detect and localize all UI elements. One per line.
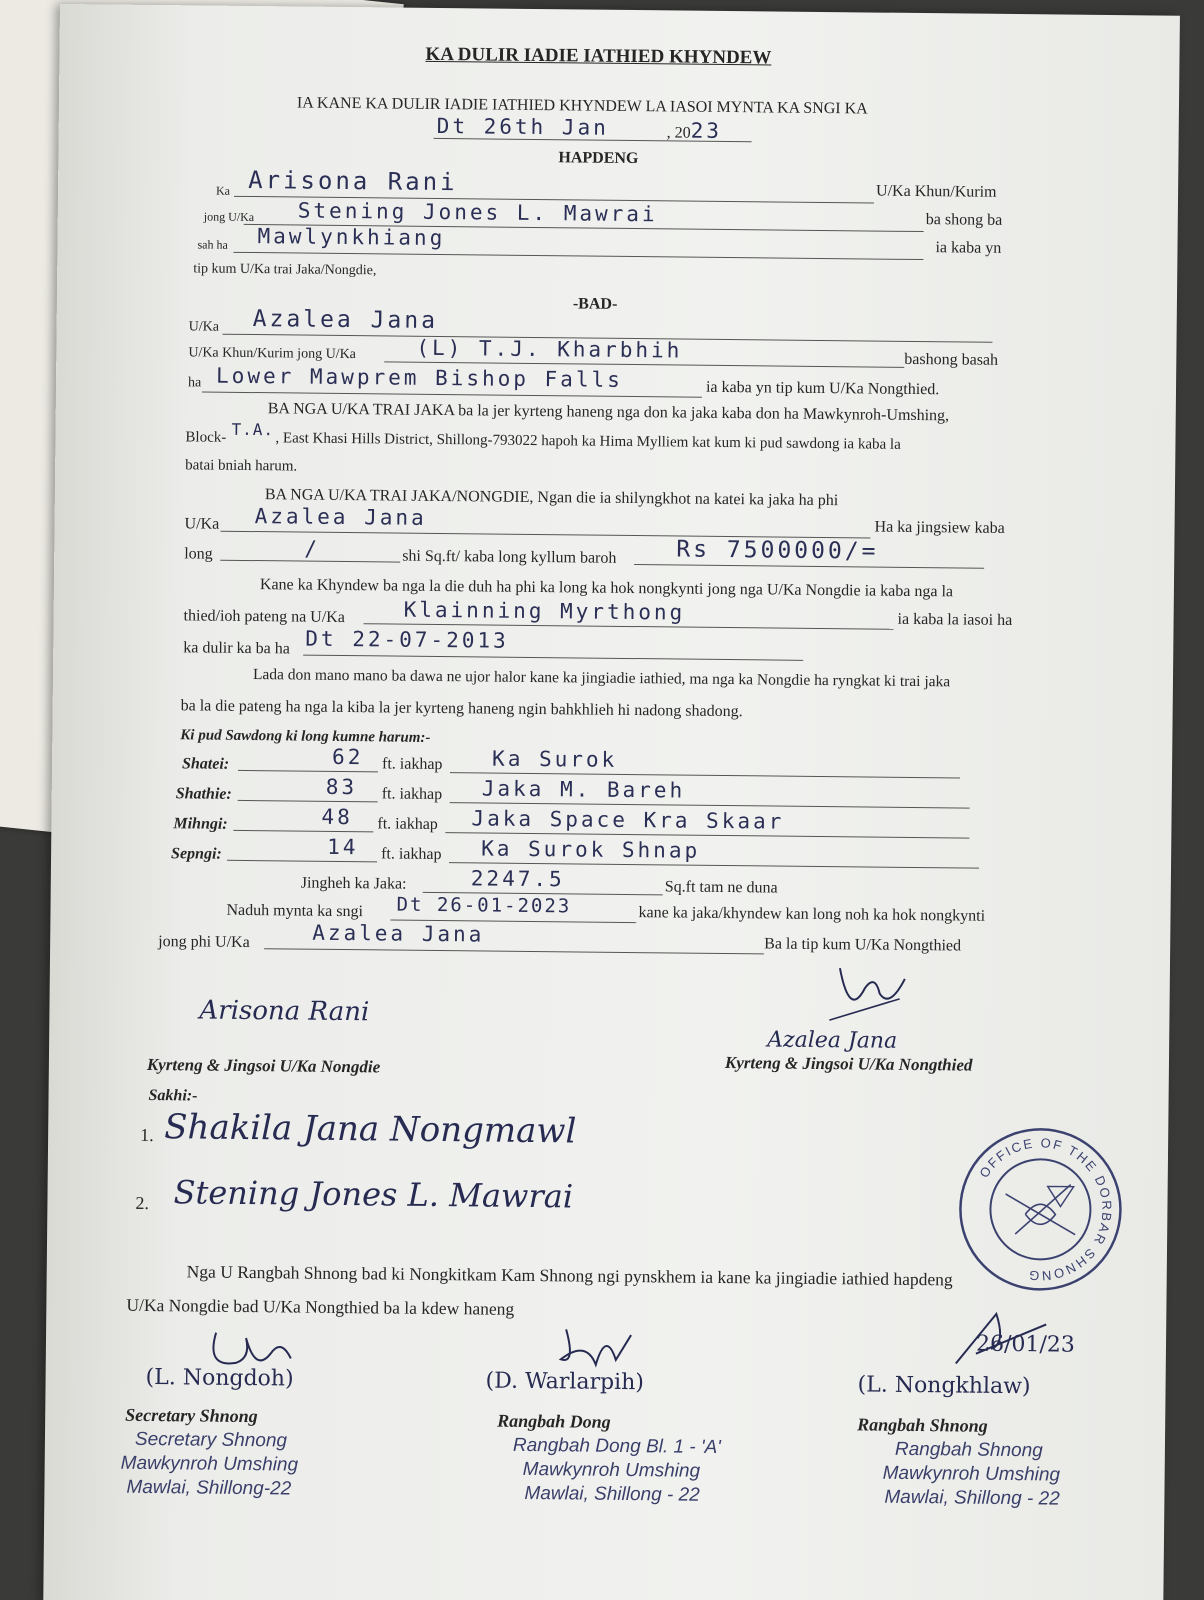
rangbah-line1: Nga U Rangbah Shnong bad ki Nongkitkam Kam Shnong ngi pynskhem ia kane ka jingiadie iathied hapdeng xyxy=(186,1261,953,1290)
boundary-ft: 83 xyxy=(325,774,358,800)
secretary-stamp-line3: Mawlai, Shillong-22 xyxy=(126,1476,292,1500)
naduh-date: Dt 26-01-2023 xyxy=(396,893,572,918)
kyrteng-nongdie: Kyrteng & Jingsoi U/Ka Nongdie xyxy=(146,1054,381,1077)
rangbah-dong-stamp-line2: Mawkynroh Umshing xyxy=(522,1458,701,1482)
para3-thied-suffix: ia kaba la iasoi ha xyxy=(897,610,1013,630)
buyer-place: Lower Mawprem Bishop Falls xyxy=(215,363,623,392)
boundary-adjoin: Ka Surok xyxy=(491,746,618,772)
place-line xyxy=(233,252,923,260)
secretary-name: (L. Nongdoh) xyxy=(145,1364,294,1392)
boundary-ft: 14 xyxy=(327,834,359,860)
buyer-father-prefix: U/Ka Khun/Kurim jong U/Ka xyxy=(188,345,357,363)
boundary-label: Sepngi: xyxy=(171,845,222,863)
rangbah-shnong-name: (L. Nongkhlaw) xyxy=(857,1372,1031,1400)
boundary-ft-line xyxy=(233,830,373,832)
boundary-iakhap: ft. iakhap xyxy=(381,845,442,864)
form-sheet xyxy=(43,4,1180,1600)
svg-text:OFFICE OF THE DORBAR SHNONG xyxy=(975,1134,1115,1284)
rangbah-dong-name: (D. Warlarpih) xyxy=(485,1368,645,1396)
boundary-iakhap: ft. iakhap xyxy=(377,815,438,834)
buyer-place-suffix: ia kaba yn tip kum U/Ka Nongthied. xyxy=(705,378,940,399)
boundary-ft-line xyxy=(227,860,377,863)
sakhi-heading: Sakhi:- xyxy=(148,1086,198,1105)
witness-2-number: 2. xyxy=(135,1192,150,1213)
date-value: Dt 26th Jan xyxy=(436,113,609,140)
secretary-title: Secretary Shnong xyxy=(125,1404,258,1427)
boundary-adjoin: Jaka Space Kra Skaar xyxy=(471,806,785,834)
witness-1-signature: Shakila Jana Nongmawl xyxy=(164,1107,577,1152)
para1-line2: , East Khasi Hills District, Shillong-793022 hapoh ka Hima Mylliem kat kum ki pud sawdong ia kaba la xyxy=(275,430,901,453)
year-prefix: , 20 xyxy=(666,124,691,142)
boundary-adjoin: Ka Surok Shnap xyxy=(481,836,701,863)
secretary-stamp-line1: Secretary Shnong xyxy=(134,1428,288,1452)
dulir-date: Dt 22-07-2013 xyxy=(305,626,509,653)
rangbah-shnong-stamp-line1: Rangbah Shnong xyxy=(894,1438,1043,1462)
para3-line1: Kane ka Khyndew ba nga la die duh ha phi ka long ka hok nongkynti jong nga U/Ka Nongdie ia kaba nga la xyxy=(259,576,954,601)
rangbah-shnong-stamp-line2: Mawkynroh Umshing xyxy=(882,1462,1061,1486)
jong-phi-name: Azalea Jana xyxy=(312,920,485,947)
father-prefix: jong U/Ka xyxy=(203,209,255,225)
para2-name: Azalea Jana xyxy=(254,504,427,530)
boundary-ft-line xyxy=(238,770,378,772)
boundary-iakhap: ft. iakhap xyxy=(381,755,443,774)
rate-value: / xyxy=(304,536,321,561)
para1-line1: BA NGA U/KA TRAI JAKA ba la jer kyrteng haneng nga don ka jaka kaba don ha Mawkynroh-Umshing, xyxy=(267,400,950,425)
buyer-initial-scribble xyxy=(819,958,910,1029)
para2-uka: U/Ka xyxy=(184,515,220,533)
jingheh-unit: Sq.ft tam ne duna xyxy=(664,878,778,897)
rangbah-shnong-signature-scribble xyxy=(936,1303,1057,1374)
seller-prefix: Ka xyxy=(215,183,231,198)
para1-line3: batai bniah harum. xyxy=(185,457,298,475)
jong-phi-line xyxy=(264,948,764,954)
witness-1-number: 1. xyxy=(140,1124,154,1146)
father-suffix: ba shong ba xyxy=(925,211,1003,229)
total-value: Rs 7500000/= xyxy=(676,536,879,565)
buyer-place-line xyxy=(202,392,702,398)
buyer-signature: Azalea Jana xyxy=(767,1027,898,1054)
dorbar-shnong-seal xyxy=(955,1123,1127,1295)
naduh-prefix: Naduh mynta ka sngi xyxy=(226,901,364,921)
para4-line2: ba la die pateng ha nga la kiba la jer kyrteng haneng ngin bahkhlieh hi nadong shadong. xyxy=(180,697,743,721)
sawdong-heading: Ki pud Sawdong ki long kumne harum:- xyxy=(180,727,431,746)
buyer-prefix: U/Ka xyxy=(188,319,220,335)
para2-jingsiew: Ha ka jingsiew kaba xyxy=(874,518,1005,537)
jong-phi-label: jong phi U/Ka xyxy=(158,933,250,952)
buyer-place-prefix: ha xyxy=(187,375,202,391)
rangbah-line2: U/Ka Nongdie bad U/Ka Nongthied ba la kdew haneng xyxy=(126,1294,515,1319)
witness-2-signature: Stening Jones L. Mawrai xyxy=(173,1173,574,1216)
para4-line1: Lada don mano mano ba dawa ne ujor halor kane ka jingiadie iathied, ma nga ka Nongdie ha ryngkat ki trai jaka xyxy=(252,666,951,691)
intro-line: IA KANE KA DULIR IADIE IATHIED KHYNDEW LA IASOI MYNTA KA SNGI KA xyxy=(296,94,868,118)
dulir-line xyxy=(303,655,803,661)
seller-suffix: U/Ka Khun/Kurim xyxy=(875,182,997,201)
buyer-father-suffix: bashong basah xyxy=(904,350,999,369)
seal-text: OFFICE OF THE DORBAR SHNONG xyxy=(976,1135,1115,1284)
block-value: T.A. xyxy=(231,419,275,440)
naduh-suffix: kane ka jaka/khyndew kan long noh ka hok nongkynti xyxy=(638,904,986,925)
seller-signature: Arisona Rani xyxy=(199,995,370,1028)
total-line xyxy=(634,564,984,569)
long-prefix: long xyxy=(184,545,213,563)
tip-kum-line: tip kum U/Ka trai Jaka/Nongdie, xyxy=(193,261,377,279)
place-prefix: sah ha xyxy=(197,237,228,252)
area-value: 2247.5 xyxy=(470,866,565,892)
boundary-ft: 62 xyxy=(332,744,364,770)
rangbah-dong-title: Rangbah Dong xyxy=(497,1410,611,1432)
jingheh-label: Jingheh ka Jaka: xyxy=(300,874,407,893)
boundary-ft-line xyxy=(238,800,378,802)
rangbah-shnong-stamp-line3: Mawlai, Shillong - 22 xyxy=(884,1486,1060,1510)
hapdeng-heading: HAPDENG xyxy=(558,149,639,168)
para1-block-prefix: Block- xyxy=(185,429,227,446)
boundary-label: Shatei: xyxy=(181,755,230,773)
seller-name: Arisona Rani xyxy=(248,165,458,197)
year-value: 23 xyxy=(690,118,723,143)
rangbah-shnong-title: Rangbah Shnong xyxy=(857,1414,988,1436)
rangbah-dong-stamp-line1: Rangbah Dong Bl. 1 - 'A' xyxy=(512,1434,721,1458)
rangbah-dong-stamp-line3: Mawlai, Shillong - 22 xyxy=(524,1482,700,1506)
thied-from: Klainning Myrthong xyxy=(403,597,686,625)
boundary-label: Mihngi: xyxy=(173,815,228,833)
bad-heading: -BAD- xyxy=(572,295,618,313)
kyrteng-nongthied: Kyrteng & Jingsoi U/Ka Nongthied xyxy=(724,1053,973,1075)
boundary-ft: 48 xyxy=(321,804,353,830)
tip-kum-nongthied: Ba la tip kum U/Ka Nongthied xyxy=(764,935,962,955)
boundary-adjoin: Jaka M. Bareh xyxy=(481,776,686,803)
secretary-stamp-line2: Mawkynroh Umshing xyxy=(120,1452,299,1476)
buyer-name: Azalea Jana xyxy=(252,306,439,334)
para3-dulir-prefix: ka dulir ka ba ha xyxy=(183,639,290,658)
boundary-label: Shathie: xyxy=(175,785,232,803)
para3-thied-prefix: thied/ioh pateng na U/Ka xyxy=(183,607,345,627)
document-title: KA DULIR IADIE IATHIED KHYNDEW xyxy=(425,43,772,69)
para2-line1: BA NGA U/KA TRAI JAKA/NONGDIE, Ngan die ia shilyngkhot na katei ka jaka ha phi xyxy=(264,486,839,510)
seller-father: Stening Jones L. Mawrai xyxy=(297,198,658,227)
boundary-iakhap: ft. iakhap xyxy=(381,785,443,804)
place-suffix: ia kaba yn xyxy=(935,239,1002,257)
seller-place: Mawlynkhiang xyxy=(257,224,446,251)
rangbah-shnong-date: 26/01/23 xyxy=(975,1331,1075,1358)
buyer-father: (L) T.J. Kharbhih xyxy=(416,335,683,363)
long-mid: shi Sq.ft/ kaba long kyllum baroh xyxy=(402,547,617,567)
